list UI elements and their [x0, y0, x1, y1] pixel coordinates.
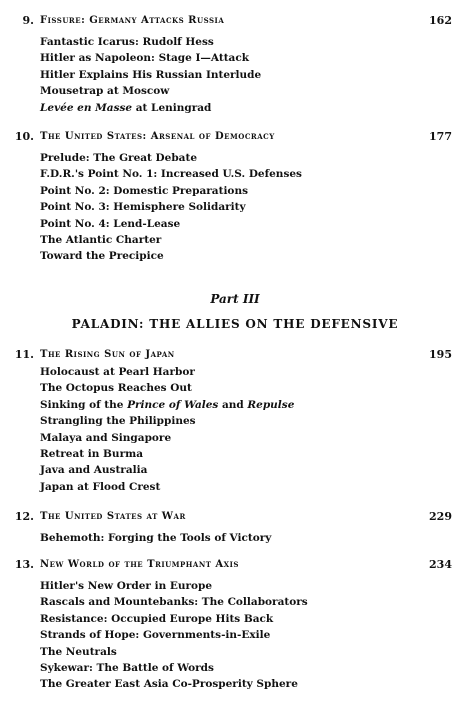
- chapter-heading: [0, 346, 470, 364]
- chapter-page-number: 229: [429, 510, 452, 523]
- section-entry: Strands of Hope: Governments-in-Exile: [40, 629, 271, 642]
- section-entry: F.D.R.'s Point No. 1: Increased U.S. Defenses: [40, 168, 302, 181]
- section-entry: Point No. 4: Lend-Lease: [40, 217, 181, 230]
- chapter-page-number: 162: [429, 14, 452, 27]
- section-list: [40, 150, 470, 265]
- chapter-title: The Rising Sun of Japan: [40, 349, 175, 360]
- italic-phrase: Repulse: [247, 398, 295, 411]
- chapter-heading: [0, 12, 470, 30]
- chapter-heading: [0, 556, 470, 574]
- section-entry: The Neutrals: [40, 645, 117, 658]
- section-list: [40, 34, 470, 116]
- chapter-heading: [0, 128, 470, 146]
- section-entry: Mousetrap at Moscow: [40, 85, 170, 98]
- section-entry: Holocaust at Pearl Harbor: [40, 366, 195, 378]
- chapter-page-number: 195: [429, 348, 452, 361]
- section-entry: Sykewar: The Battle of Words: [40, 662, 214, 675]
- chapter-title: New World of the Triumphant Axis: [40, 559, 239, 570]
- section-entry: Strangling the Philippines: [40, 415, 196, 428]
- italic-phrase: Levée en Masse: [40, 101, 133, 114]
- section-entry: Fantastic Icarus: Rudolf Hess: [40, 36, 214, 48]
- section-entry: Hitler's New Order in Europe: [40, 580, 213, 592]
- chapter-number: 9.: [22, 14, 34, 27]
- section-entry: Hitler as Napoleon: Stage I—Attack: [40, 52, 250, 65]
- section-entry: The Atlantic Charter: [40, 234, 162, 247]
- section-entry: The Octopus Reaches Out: [40, 382, 192, 395]
- section-entry: Japan at Flood Crest: [40, 480, 161, 493]
- section-entry-prince-of-wales: Sinking of the Prince of Wales and Repulse: [40, 398, 295, 411]
- chapter-page-number: 177: [429, 130, 452, 143]
- part-title: PALADIN: THE ALLIES ON THE DEFENSIVE: [71, 317, 399, 331]
- chapter-number: 12.: [14, 510, 34, 523]
- section-entry: Rascals and Mountebanks: The Collaborators: [40, 596, 308, 609]
- chapter-10: [0, 128, 470, 265]
- chapter-number: 10.: [14, 130, 34, 143]
- section-entry: Prelude: The Great Debate: [40, 152, 198, 164]
- italic-phrase: Prince of Wales: [127, 398, 219, 411]
- section-entry: The Greater East Asia Co-Prosperity Sphere: [40, 678, 298, 691]
- section-entry: Malaya and Singapore: [40, 431, 172, 444]
- section-list: [40, 578, 470, 693]
- section-entry: Point No. 3: Hemisphere Solidarity: [40, 201, 246, 214]
- section-entry: Toward the Precipice: [40, 250, 164, 263]
- chapter-13: [0, 556, 470, 693]
- section-entry: Point No. 2: Domestic Preparations: [40, 184, 248, 197]
- section-list: [40, 530, 470, 546]
- chapter-page-number: 234: [429, 558, 452, 571]
- chapter-number: 11.: [14, 348, 34, 361]
- chapter-12: [0, 508, 470, 546]
- section-entry: Behemoth: Forging the Tools of Victory: [40, 532, 272, 544]
- chapter-title: Fissure: Germany Attacks Russia: [40, 15, 225, 26]
- chapter-11: [0, 346, 470, 495]
- chapter-title: The United States: Arsenal of Democracy: [40, 131, 275, 142]
- chapter-title: The United States at War: [40, 511, 186, 522]
- section-list: [40, 364, 470, 495]
- chapter-heading: [0, 508, 470, 526]
- section-entry: Java and Australia: [40, 464, 148, 477]
- section-entry: Hitler Explains His Russian Interlude: [40, 68, 262, 81]
- chapter-9: [0, 12, 470, 116]
- section-entry: Resistance: Occupied Europe Hits Back: [40, 612, 274, 625]
- part-label: Part III: [210, 292, 260, 306]
- section-entry-levee: Levée en Masse at Leningrad: [40, 101, 212, 114]
- section-entry: Retreat in Burma: [40, 448, 144, 461]
- chapter-number: 13.: [14, 558, 34, 571]
